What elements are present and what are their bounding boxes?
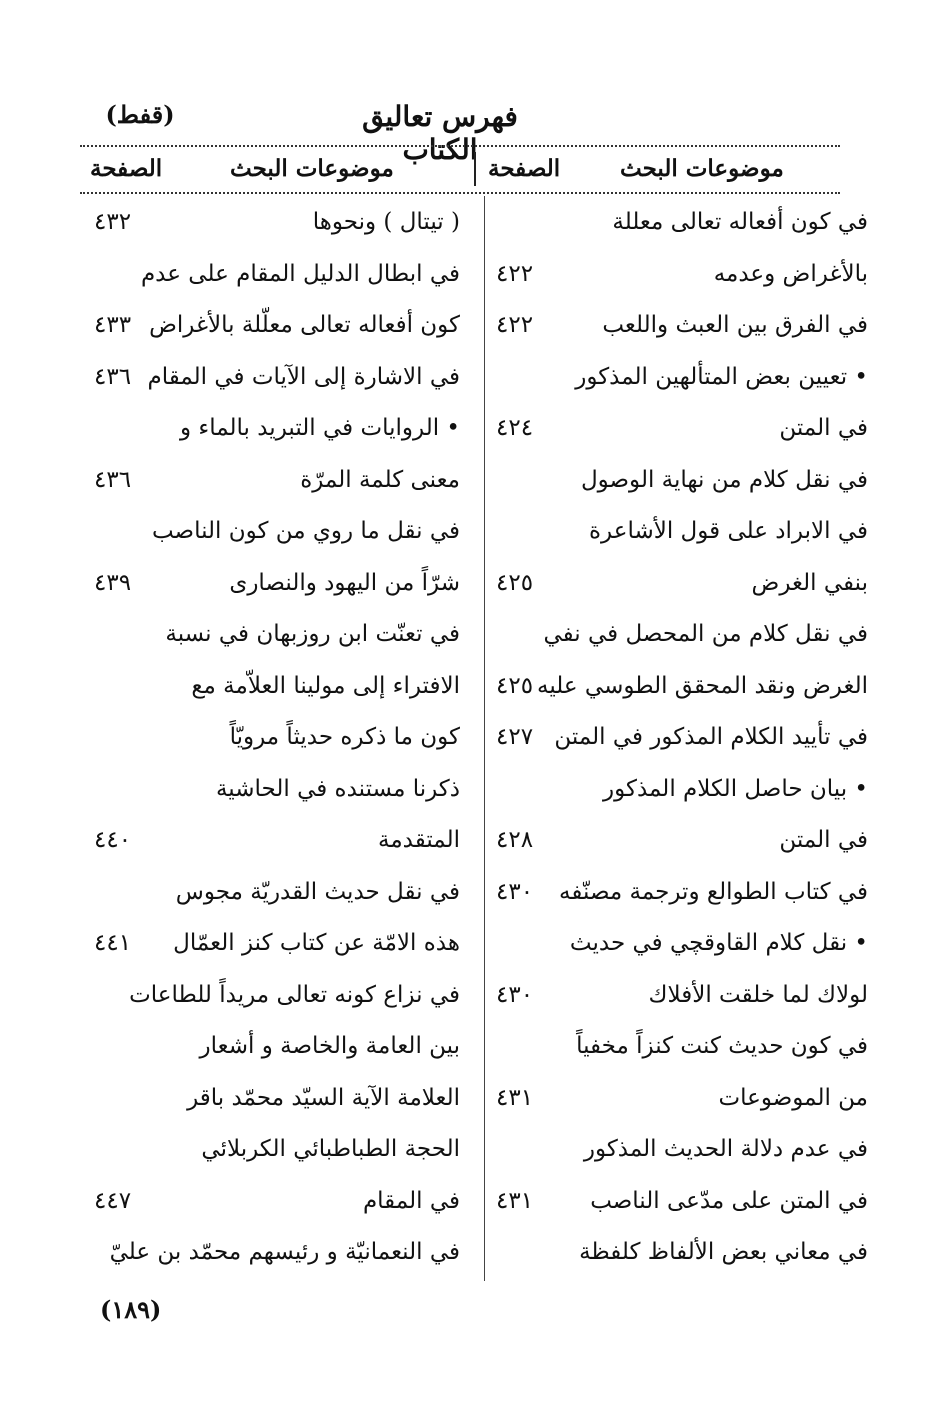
entry-topic: • بيان حاصل الكلام المذكور — [603, 775, 868, 802]
index-entry — [94, 662, 460, 710]
entry-page-number: ٤٣٦ — [94, 466, 132, 493]
index-entry — [496, 765, 868, 813]
entry-topic: بالأغراض وعدمه — [713, 260, 868, 287]
entry-topic: في كون أفعاله تعالى معللة — [612, 209, 868, 235]
index-entry — [94, 1125, 460, 1173]
entry-page-number: ٤٢٢ — [496, 260, 534, 287]
page-number: (١٨٩) — [100, 1295, 162, 1324]
entry-topic: العلامة الآية السيّد محمّد باقر — [187, 1084, 460, 1111]
index-entry — [496, 971, 868, 1019]
index-entry — [94, 559, 460, 607]
entry-topic: في المتن — [779, 827, 868, 853]
entry-page-number: ٤٣٣ — [94, 312, 132, 338]
entry-topic: لولاك لما خلقت الأفلاك — [648, 981, 868, 1008]
column-divider — [484, 196, 485, 1281]
entry-topic: الحجة الطباطبائي الكربلائي — [201, 1136, 460, 1162]
entry-topic: هذه الامّة عن كتاب كنز العمّال — [173, 930, 460, 956]
entry-page-number: ٤٢٢ — [496, 312, 534, 338]
entry-page-number: ٤٣٠ — [496, 878, 534, 905]
entry-topic: ( تيتال ) ونحوها — [312, 209, 460, 235]
index-entry — [496, 1228, 868, 1276]
index-entry — [94, 610, 460, 658]
entry-topic: من الموضوعات — [718, 1084, 868, 1111]
index-entry — [94, 507, 460, 555]
entry-page-number: ٤٢٤ — [496, 415, 534, 441]
entry-topic: في الاشارة إلى الآيات في المقام — [147, 363, 460, 390]
index-entry — [496, 1125, 868, 1173]
index-entry — [94, 404, 460, 452]
index-entry — [94, 919, 460, 967]
header-divider — [474, 152, 476, 186]
entry-page-number: ٤٣٢ — [94, 209, 132, 235]
entry-topic: في تعنّت ابن روزبهان في نسبة — [165, 621, 460, 647]
entry-page-number: ٤٤١ — [94, 930, 132, 956]
index-entry — [496, 456, 868, 504]
entry-page-number: ٤٢٧ — [496, 724, 534, 750]
index-entry — [496, 610, 868, 658]
right-topics-header: موضوعات البحث — [620, 155, 784, 182]
entry-topic: في المقام — [362, 1187, 460, 1214]
entry-topic: شرّاً من اليهود والنصارى — [229, 569, 460, 596]
entry-topic: معنى كلمة المرّة — [300, 466, 460, 493]
entry-topic: في الابراد على قول الأشاعرة — [589, 518, 868, 544]
index-entry — [94, 816, 460, 864]
index-entry — [94, 1177, 460, 1225]
index-entry — [94, 1074, 460, 1122]
entry-topic: في النعمانيّة و رئيسهم محمّد بن عليّ — [109, 1239, 460, 1265]
page-title: فهرس تعاليق الكتاب — [362, 100, 518, 166]
entry-page-number: ٤٢٥ — [496, 569, 534, 596]
entry-page-number: ٤٢٨ — [496, 827, 534, 853]
entry-topic: في كتاب الطوالع وترجمة مصنّفه — [559, 878, 868, 905]
entry-page-number: ٤٣١ — [496, 1084, 534, 1111]
entry-topic: في ابطال الدليل المقام على عدم — [140, 260, 460, 287]
entry-topic: في نزاع كونه تعالى مريداً للطاعات — [129, 981, 460, 1008]
index-entry — [496, 404, 868, 452]
entry-topic: في المتن على مدّعى الناصب — [590, 1187, 868, 1214]
entry-topic: في تأييد الكلام المذكور في المتن — [554, 724, 868, 750]
left-topics-header: موضوعات البحث — [230, 155, 394, 182]
entry-topic: في نقل كلام من نهاية الوصول — [580, 466, 868, 493]
index-entry — [496, 250, 868, 298]
left-page-header: الصفحة — [90, 155, 163, 182]
index-entry — [94, 250, 460, 298]
entry-page-number: ٤٣١ — [496, 1187, 534, 1214]
index-entry — [496, 816, 868, 864]
index-entry — [94, 765, 460, 813]
entry-topic: في نقل ما روي من كون الناصب — [151, 518, 460, 544]
entry-topic: في نقل حديث القدريّة مجوس — [175, 878, 460, 905]
index-entry — [496, 919, 868, 967]
top-dotted-rule — [80, 145, 840, 147]
index-entry — [496, 1022, 868, 1070]
entry-topic: كون أفعاله تعالى معلّلة بالأغراض — [149, 312, 460, 338]
section-tag: (قفط) — [105, 100, 175, 129]
entry-topic: ذكرنا مستنده في الحاشية — [215, 775, 460, 802]
index-entry — [496, 713, 868, 761]
index-entry — [94, 198, 460, 246]
index-entry — [94, 456, 460, 504]
entry-topic: في معاني بعض الألفاظ كلفظة — [579, 1239, 868, 1265]
entry-page-number: ٤٤٠ — [94, 827, 132, 853]
entry-topic: • الروايات في التبريد بالماء و — [179, 415, 460, 441]
index-entry — [496, 662, 868, 710]
entry-topic: المتقدمة — [378, 827, 460, 853]
entry-topic: في كون حديث كنت كنزاً مخفياً — [576, 1033, 868, 1059]
header-bottom-rule — [80, 192, 840, 194]
index-entry — [496, 198, 868, 246]
index-entry — [94, 353, 460, 401]
entry-topic: في الفرق بين العبث واللعب — [602, 312, 868, 338]
index-entry — [496, 353, 868, 401]
index-entry — [94, 971, 460, 1019]
index-entry — [496, 507, 868, 555]
entry-topic: في عدم دلالة الحديث المذكور — [583, 1136, 868, 1162]
index-entry — [496, 301, 868, 349]
index-entry — [496, 1177, 868, 1225]
index-entry — [94, 868, 460, 916]
index-entry — [496, 868, 868, 916]
index-entry — [94, 1228, 460, 1276]
index-entry — [496, 559, 868, 607]
entry-topic: بين العامة والخاصة و أشعار — [199, 1033, 460, 1059]
entry-topic: في نقل كلام من المحصل في نفي — [543, 621, 868, 647]
entry-page-number: ٤٣٠ — [496, 981, 534, 1008]
entry-topic: الغرض ونقد المحقق الطوسي عليه — [536, 672, 868, 699]
index-entry — [94, 713, 460, 761]
entry-page-number: ٤٤٧ — [94, 1187, 132, 1214]
entry-topic: • نقل كلام القاوقچي في حديث — [569, 930, 868, 956]
index-entry — [94, 1022, 460, 1070]
entry-page-number: ٤٣٦ — [94, 363, 132, 390]
index-entry — [94, 301, 460, 349]
entry-page-number: ٤٣٩ — [94, 569, 132, 596]
entry-topic: بنفي الغرض — [751, 569, 868, 596]
entry-topic: • تعيين بعض المتألهين المذكور — [575, 363, 868, 390]
index-entry — [496, 1074, 868, 1122]
entry-topic: في المتن — [779, 415, 868, 441]
entry-topic: الافتراء إلى مولينا العلاّمة مع — [191, 672, 460, 699]
right-page-header: الصفحة — [488, 155, 561, 182]
entry-page-number: ٤٢٥ — [496, 672, 534, 699]
entry-topic: كون ما ذكره حديثاً مرويّاً — [229, 724, 460, 750]
